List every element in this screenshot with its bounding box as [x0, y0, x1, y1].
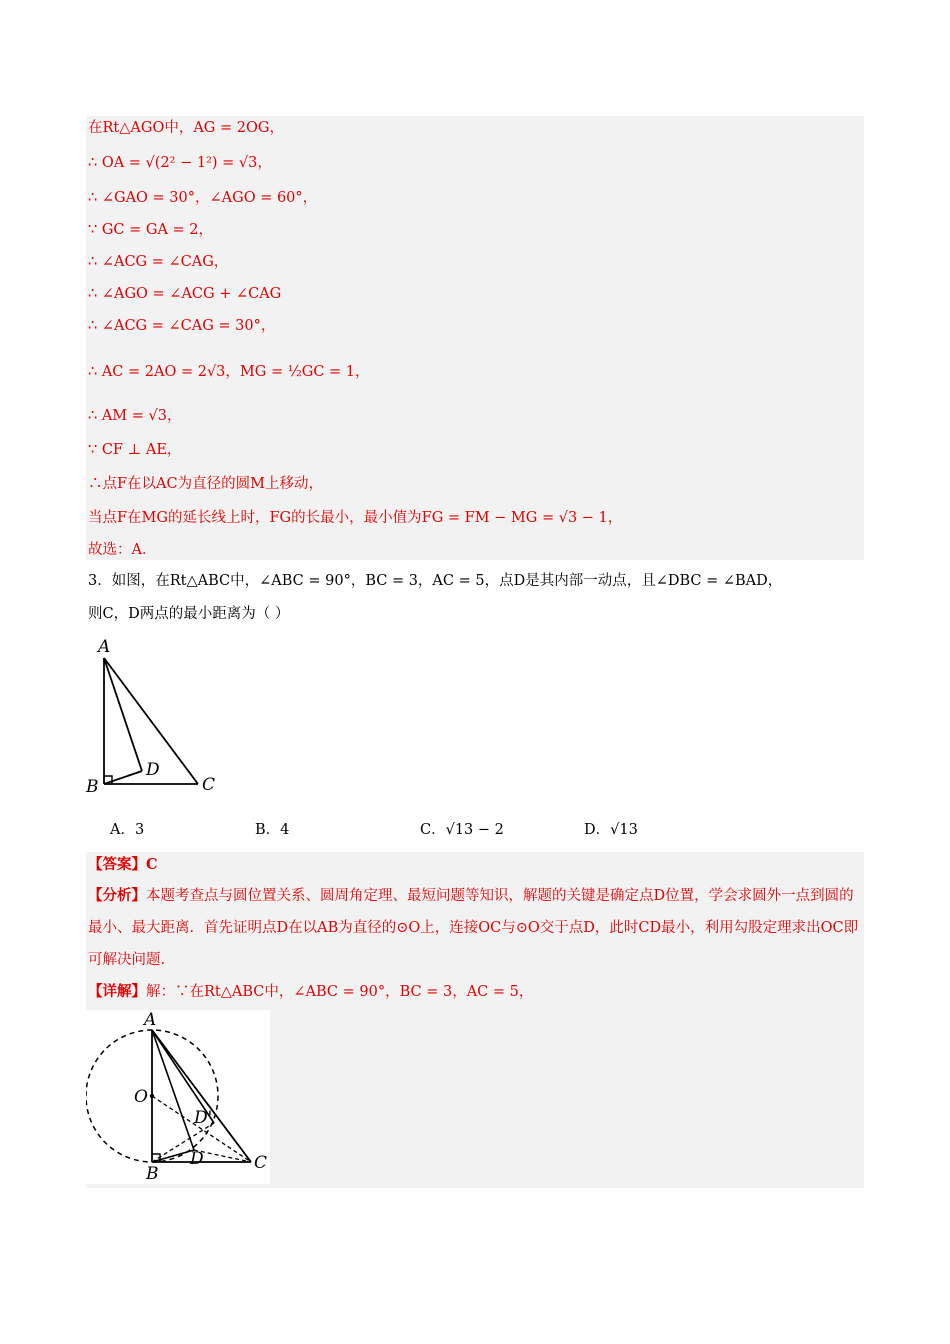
solution-line: ∵ CF ⊥ AE，	[88, 442, 182, 458]
label-b: B	[146, 1164, 159, 1184]
solution-line: ∴ AM = √3，	[88, 408, 182, 424]
segment-ad	[104, 658, 142, 771]
solution-line: ∴点F在以AC为直径的圆M上移动，	[88, 476, 323, 492]
solution-line: ∴ ∠ACG = ∠CAG，	[88, 254, 229, 270]
point-o	[150, 1094, 154, 1098]
label-d: D	[146, 760, 160, 780]
answer-line	[88, 855, 158, 875]
solution-line: ∴ ∠GAO = 30°，∠AGO = 60°，	[88, 190, 318, 206]
solution-line: ∴ AC = 2AO = 2√3，MG = ½GC = 1，	[88, 364, 370, 380]
solution-line: 故选：A．	[88, 542, 157, 558]
option-b[interactable]: B．4	[255, 822, 290, 838]
label-c: C	[202, 775, 216, 795]
detail-text: 解：∵在Rt△ABC中，∠ABC = 90°，BC = 3，AC = 5，	[146, 984, 534, 1000]
detail-tag: 【详解】	[88, 983, 146, 1000]
segment-bd	[104, 771, 142, 784]
label-a: A	[98, 637, 111, 657]
question-text: 3．如图，在Rt△ABC中，∠ABC = 90°，BC = 3，AC = 5，点D是其内部一动点，且∠DBC = ∠BAD，	[88, 573, 783, 589]
label-o: O	[134, 1087, 148, 1107]
question-figure	[80, 632, 230, 800]
solution-line: ∴ OA = √(2² − 1²) = √3，	[88, 155, 272, 171]
analysis-text: 本题考查点与圆位置关系、圆周角定理、最短问题等知识，解题的关键是确定点D位置，学会求圆外一点到圆的最小、最大距离．首先证明点D在以AB为直径的⊙O上，连接OC与⊙O交于点D，此时CD最小，利用勾股定理求出OC即可解决问题.	[88, 888, 859, 968]
question-text: 则C，D两点的最小距离为（ ）	[88, 606, 290, 622]
option-a[interactable]: A．3	[110, 822, 145, 838]
solution-line: ∴ ∠AGO = ∠ACG + ∠CAG	[88, 286, 282, 302]
label-d-prime: D'	[194, 1108, 213, 1128]
label-a: A	[144, 1010, 157, 1030]
solution-line: 当点F在MG的延长线上时，FG的长最小，最小值为FG = FM − MG = √3 − 1，	[88, 510, 623, 526]
answer-value: C	[146, 856, 158, 873]
solution-line: ∵ GC = GA = 2，	[88, 222, 214, 238]
solution-line: 在Rt△AGO中，AG = 2OG，	[88, 120, 284, 136]
answer-tag: 【答案】	[88, 856, 146, 873]
analysis-tag: 【分析】	[88, 887, 146, 904]
option-d[interactable]: D．√13	[584, 822, 638, 838]
label-c: C	[254, 1153, 268, 1173]
segment-bd	[152, 1150, 194, 1162]
segment-ad	[152, 1030, 194, 1150]
analysis-paragraph	[88, 880, 860, 976]
label-b: B	[86, 777, 99, 797]
option-c[interactable]: C．√13 − 2	[420, 822, 504, 838]
solution-line: ∴ ∠ACG = ∠CAG = 30°，	[88, 318, 276, 334]
answer-figure	[86, 1010, 270, 1184]
side-ac	[152, 1030, 251, 1162]
segment-bd1	[152, 1123, 214, 1162]
label-d: D	[190, 1149, 204, 1169]
detail-line	[88, 982, 533, 1002]
